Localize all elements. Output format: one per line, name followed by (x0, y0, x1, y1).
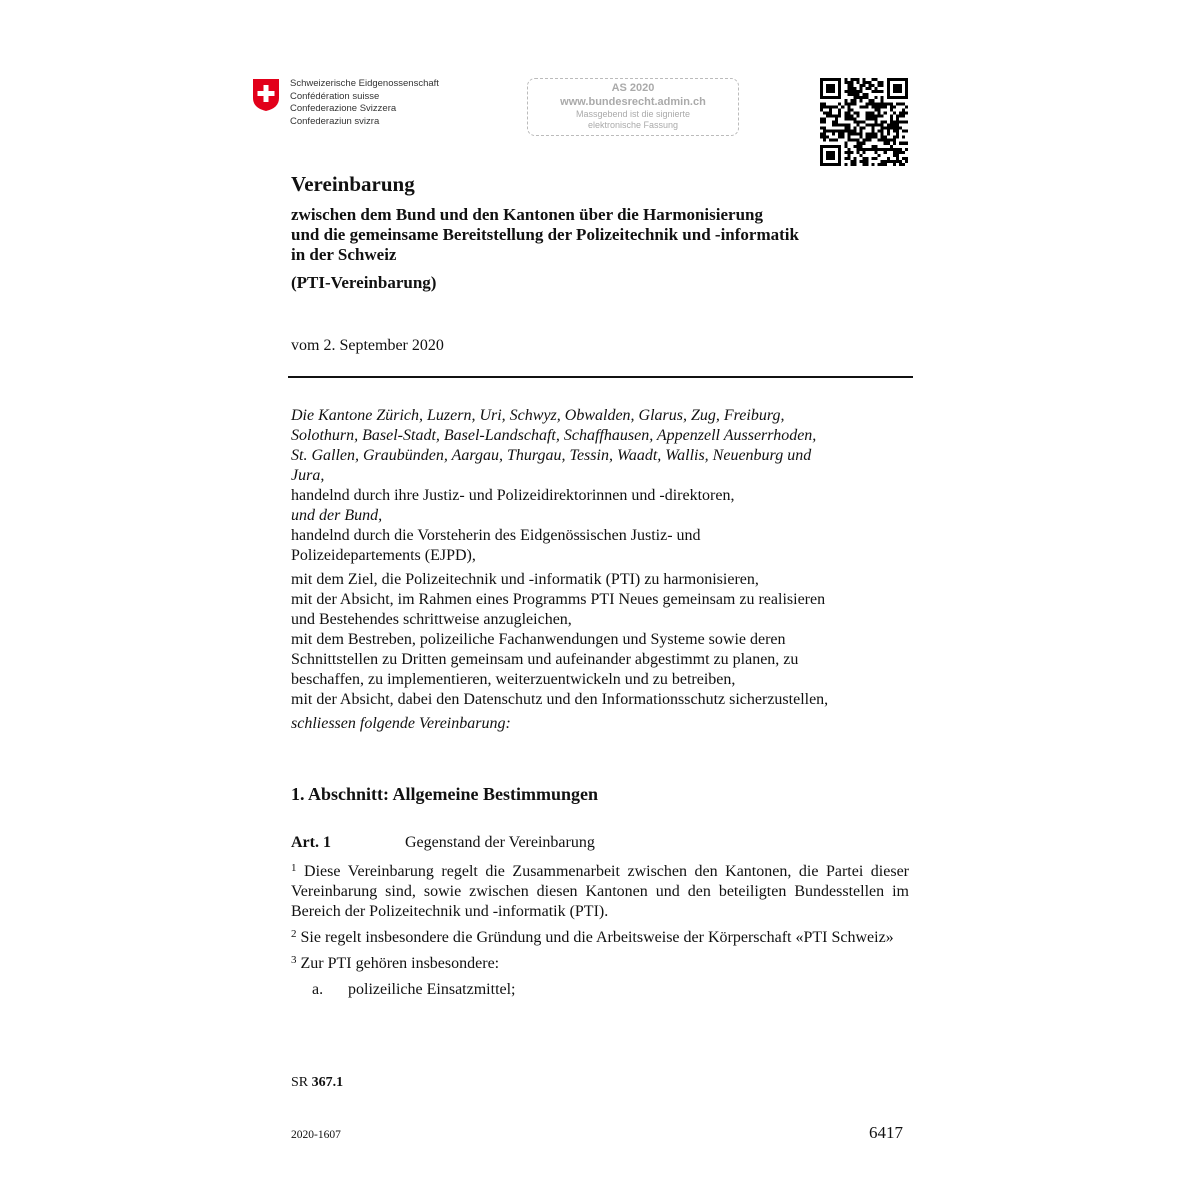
sr-prefix: SR (291, 1075, 309, 1090)
document-subtitle (291, 205, 931, 265)
federation-acting-line: handelnd durch die Vorsteherin des Eidgenössischen Justiz- und (291, 527, 701, 544)
confederation-line-de: Schweizerische Eidgenossenschaft (290, 78, 439, 89)
purpose-line: Schnittstellen zu Dritten gemeinsam und aufeinander abgestimmt zu planen, zu (291, 651, 799, 668)
sr-number: 367.1 (311, 1075, 344, 1090)
preamble-conclusion: schliessen folgende Vereinbarung: (291, 715, 511, 732)
list-item-text: polizeiliche Einsatzmittel; (348, 981, 516, 998)
list-item-letter: a. (312, 981, 324, 998)
paragraph-text: Zur PTI gehören insbesondere: (300, 955, 500, 972)
purpose-line: beschaffen, zu implementieren, weiterzuentwickeln und zu betreiben, (291, 671, 736, 688)
purpose-line: mit der Absicht, dabei den Datenschutz und den Informationsschutz sicherzustellen, (291, 691, 829, 708)
stamp-line-4: elektronische Fassung (587, 120, 679, 130)
article-number: Art. 1 (291, 834, 331, 851)
article-paragraph-2 (291, 928, 909, 948)
document-date: vom 2. September 2020 (291, 337, 444, 354)
article-paragraph-3 (291, 954, 909, 974)
section-heading: 1. Abschnitt: Allgemeine Bestimmungen (291, 784, 599, 804)
stamp-line-2: www.bundesrecht.admin.ch (560, 96, 706, 108)
paragraph-number: 3 (291, 954, 297, 966)
list-item (312, 980, 909, 1000)
federation: und der Bund, (291, 507, 383, 524)
parties-line: Die Kantone Zürich, Luzern, Uri, Schwyz, Obwalden, Glarus, Zug, Freiburg, (291, 407, 785, 424)
page-number: 6417 (869, 1123, 903, 1142)
purpose-line: mit dem Ziel, die Polizeitechnik und -informatik (PTI) zu harmonisieren, (291, 571, 759, 588)
preamble (291, 406, 911, 734)
paragraph-number: 1 (291, 862, 297, 874)
paragraph-number: 2 (291, 928, 297, 940)
paragraph-text: Sie regelt insbesondere die Gründung und die Arbeitsweise der Körperschaft «PTI Schweiz» (300, 929, 894, 946)
title-divider (288, 376, 913, 378)
sr-reference (291, 1075, 343, 1091)
stamp-line-1: AS 2020 (611, 82, 655, 94)
paragraph-text: Diese Vereinbarung regelt die Zusammenarbeit zwischen den Kantonen, die Partei dieser Vereinbarung sind, sowie zwischen diesen Kantonen und den beteiligten Bundesstellen im Bereich der Polizeitechnik und -informatik (PTI). (291, 863, 910, 920)
article-paragraph-1 (291, 862, 909, 922)
document-title: Vereinbarung (291, 172, 415, 196)
confederation-line-rm: Confederaziun svizra (290, 115, 380, 127)
article-heading (291, 834, 595, 852)
article-title: Gegenstand der Vereinbarung (405, 834, 595, 851)
parties-line: St. Gallen, Graubünden, Aargau, Thurgau, Tessin, Waadt, Wallis, Neuenburg und (291, 447, 812, 464)
parties-acting: handelnd durch ihre Justiz- und Polizeidirektorinnen und -direktoren, (291, 487, 735, 504)
federation-acting-line: Polizeidepartements (EJPD), (291, 547, 476, 564)
purpose-line: mit der Absicht, im Rahmen eines Programms PTI Neues gemeinsam zu realisieren (291, 591, 826, 608)
stamp-line-3: Massgebend ist die signierte (575, 109, 691, 119)
publication-stamp (527, 78, 739, 136)
confederation-line-it: Confederazione Svizzera (290, 103, 397, 114)
confederation-line-fr: Confédération suisse (290, 90, 380, 102)
article-body (291, 862, 909, 1006)
purpose-line: und Bestehendes schrittweise anzugleichen, (291, 611, 572, 628)
subtitle-line: und die gemeinsame Bereitstellung der Polizeitechnik und -informatik (291, 225, 799, 244)
purpose-line: mit dem Bestreben, polizeiliche Fachanwendungen und Systeme sowie deren (291, 631, 786, 648)
subtitle-line: zwischen dem Bund und den Kantonen über die Harmonisierung (291, 205, 763, 224)
subtitle-line: in der Schweiz (291, 245, 397, 264)
parties-line: Jura, (291, 467, 325, 484)
swiss-flag-icon (252, 78, 280, 112)
qr-code-icon (820, 78, 908, 166)
short-title: (PTI-Vereinbarung) (291, 273, 437, 292)
document-number: 2020-1607 (291, 1129, 341, 1141)
confederation-names (290, 78, 439, 128)
parties-line: Solothurn, Basel-Stadt, Basel-Landschaft, Schaffhausen, Appenzell Ausserrhoden, (291, 427, 817, 444)
